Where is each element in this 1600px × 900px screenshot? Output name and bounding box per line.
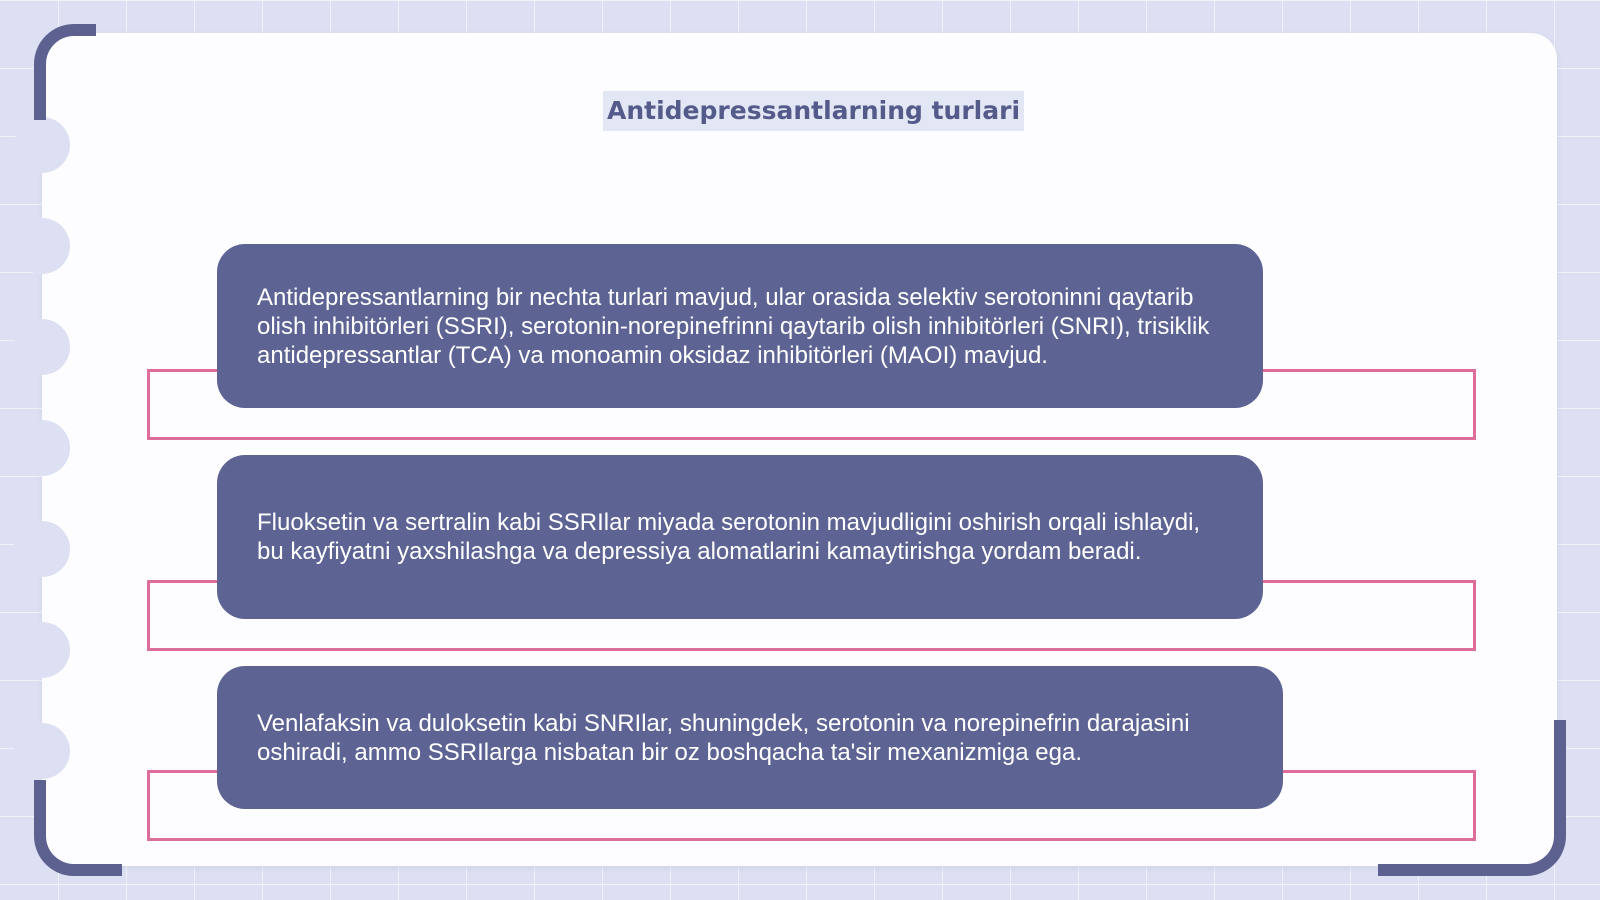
info-card — [217, 244, 1263, 408]
binder-hole — [14, 723, 70, 779]
info-card — [217, 455, 1263, 619]
card-text: Antidepressantlarning bir nechta turlari mavjud, ular orasida selektiv serotoninni qaytarib olish inhibitörleri (SSRI), serotonin-norepinefrinni qaytarib olish inhibitörleri (SNRI), trisiklik antidepressantlar (TCA) va monoamin oksidaz inhibitörleri (MAOI) mavjud. — [257, 283, 1210, 369]
corner-bracket-bottom-left — [34, 780, 122, 876]
binder-hole — [14, 521, 70, 577]
card-text: Venlafaksin va duloksetin kabi SNRIlar, shuningdek, serotonin va norepinefrin darajasini oshiradi, ammo SSRIlarga nisbatan bir oz boshqacha ta'sir mexanizmiga ega. — [257, 709, 1190, 766]
binder-hole — [14, 420, 70, 476]
binder-hole — [14, 117, 70, 173]
binder-hole — [14, 218, 70, 274]
card-text: Fluoksetin va sertralin kabi SSRIlar miyada serotonin mavjudligini oshirish orqali ishlaydi, bu kayfiyatni yaxshilashga va depressiya alomatlarini kamaytirishga yordam beradi. — [257, 509, 1201, 565]
corner-bracket-top-left — [34, 24, 96, 120]
binder-hole — [14, 319, 70, 375]
info-card — [217, 666, 1283, 809]
slide-title: Antidepressantlarning turlari — [603, 91, 1024, 131]
binder-hole — [14, 622, 70, 678]
